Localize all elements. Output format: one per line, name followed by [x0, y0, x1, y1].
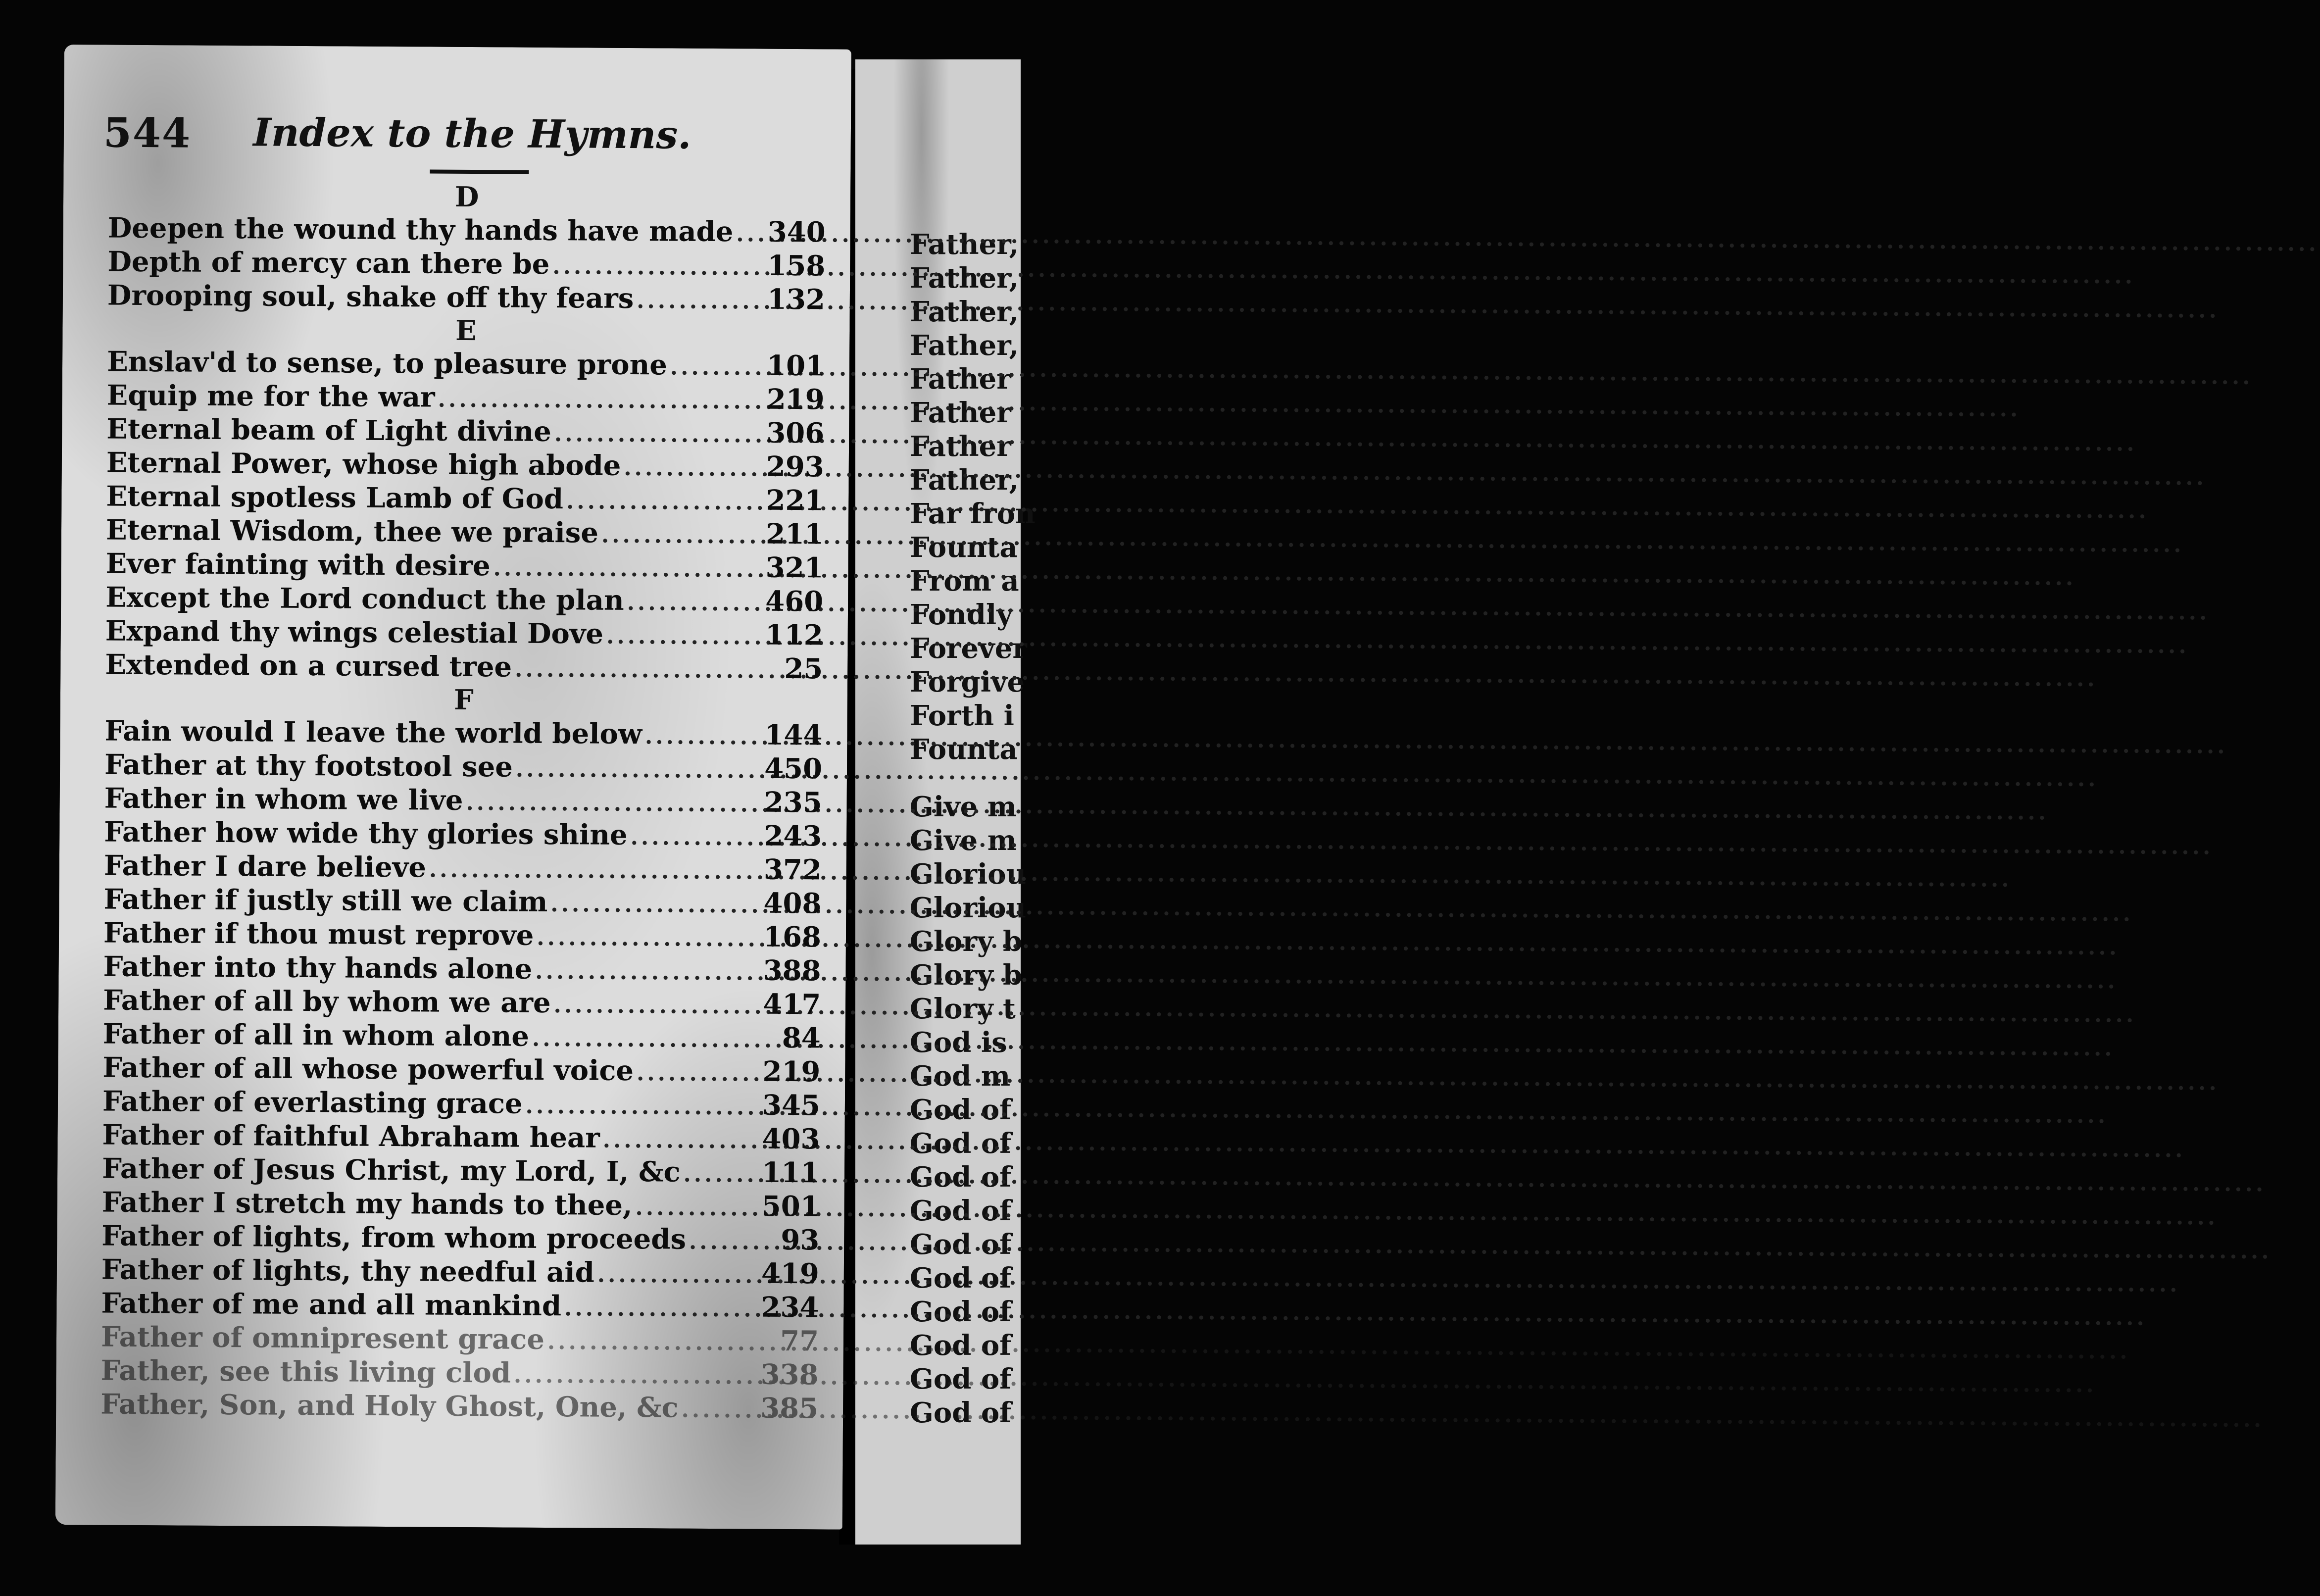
index-entry: Depth of mercy can there be ..... 158 — [107, 245, 825, 283]
facing-page-line: Glory b — [910, 925, 1023, 958]
index-entry: Eternal Power, whose high abode ..... 293 — [106, 446, 824, 484]
facing-page-line: God of — [910, 1228, 1012, 1261]
index-entry: Enslav'd to sense, to pleasure prone ..... 101 — [107, 345, 825, 383]
facing-page-line: Fondly — [910, 598, 1013, 631]
facing-page-line: God of — [910, 1329, 1012, 1362]
page-title: Index to the Hymns. — [253, 110, 691, 158]
facing-page-line: Forever — [910, 632, 1027, 665]
index-entry: Expand thy wings celestial Dove ..... 112 — [105, 614, 823, 652]
index-entry: Father of lights, thy needful aid ..... 419 — [101, 1253, 819, 1291]
index-entry: Drooping soul, shake off thy fears ..... 132 — [107, 279, 825, 317]
index-entry: Father of everlasting grace ..... 345 — [102, 1085, 820, 1123]
facing-page-line: Father, — [910, 329, 1019, 362]
index-entry: Equip me for the war ..... 219 — [106, 379, 824, 417]
facing-page-line: Father, — [910, 464, 1019, 497]
facing-page-line: From a — [910, 565, 1019, 598]
section-letter-d: D — [454, 180, 479, 214]
facing-page-line: Founta — [910, 733, 1018, 766]
facing-page-line: Father — [910, 397, 1011, 429]
section-letter-f: F — [453, 683, 474, 717]
index-entry: Eternal spotless Lamb of God ..... 221 — [106, 480, 824, 518]
index-entry: Eternal Wisdom, thee we praise ..... 211 — [106, 513, 824, 551]
facing-page-line: Glory t — [910, 993, 1016, 1025]
index-entry: Father in whom we live ..... 235 — [104, 782, 822, 820]
index-entry: Fain would I leave the world below ..... 144 — [104, 714, 822, 752]
index-entry: Extended on a cursed tree ..... 25 — [105, 648, 823, 686]
index-entry: Father into thy hands alone ..... 388 — [103, 950, 821, 988]
facing-page-line: God of — [910, 1094, 1012, 1126]
facing-page-line: Father, — [910, 262, 1019, 295]
index-entry: Father I stretch my hands to thee, ..... 501 — [102, 1186, 820, 1224]
index-entry: Eternal beam of Light divine ..... 306 — [106, 412, 824, 450]
index-entry: Deepen the wound thy hands have made ..... 340 — [108, 211, 826, 249]
facing-page-line: Glory b — [910, 959, 1023, 992]
index-entry: Father of all by whom we are ..... 417 — [103, 984, 821, 1022]
index-entry: Father, see this living clod ..... 338 — [100, 1354, 818, 1392]
facing-page-line: God of — [910, 1396, 1012, 1429]
index-entry: Father of Jesus Christ, my Lord, I, &c ..... 111 — [102, 1152, 820, 1190]
index-entry: Father, Son, and Holy Ghost, One, &c ..... 385 — [100, 1387, 818, 1425]
facing-page-line: God is — [910, 1026, 1007, 1059]
facing-page-line: God m — [910, 1060, 1011, 1093]
index-entry: Father of omnipresent grace ..... 77 — [101, 1320, 819, 1358]
index-entry: Father if justly still we claim ..... 408 — [103, 883, 821, 921]
index-entry: Ever fainting with desire ..... 321 — [105, 547, 823, 585]
index-entry: Father how wide thy glories shine ..... 243 — [104, 815, 822, 853]
index-entry: Father of all in whom alone ..... 84 — [103, 1017, 821, 1055]
index-entry: Father of faithful Abraham hear ..... 403 — [102, 1118, 820, 1156]
index-entry: Father of me and all mankind ..... 234 — [101, 1287, 819, 1325]
facing-page-line: Founta — [910, 531, 1018, 564]
facing-page-line: Father — [910, 430, 1011, 463]
facing-page-line: Forth i — [910, 699, 1014, 732]
index-entries — [100, 179, 826, 1426]
facing-page-line: God of — [910, 1296, 1012, 1328]
facing-page-line: God of — [910, 1127, 1012, 1160]
facing-page-line: God of — [910, 1195, 1012, 1227]
index-entry: Father if thou must reprove ..... 168 — [103, 916, 821, 954]
section-letter-e: E — [455, 314, 477, 348]
facing-page-line: Father, — [910, 228, 1019, 261]
facing-page-line: Far fron — [910, 498, 1036, 530]
title-rule — [430, 170, 529, 174]
facing-page-line: God of — [910, 1262, 1012, 1295]
facing-page-line: Forgive — [910, 666, 1025, 698]
facing-page-line: God of — [910, 1363, 1012, 1396]
page-number: 544 — [103, 109, 192, 157]
index-entry: Except the Lord conduct the plan ..... 460 — [105, 581, 823, 619]
facing-page-line: Give m — [910, 791, 1017, 823]
index-page — [55, 45, 851, 1530]
facing-page-line: God of — [910, 1161, 1012, 1194]
facing-page-line: Give m — [910, 824, 1017, 857]
facing-page-line: Gloriou — [910, 892, 1027, 924]
facing-page-line: Father, — [910, 296, 1019, 328]
index-entry: Father of all whose powerful voice ..... 219 — [102, 1051, 820, 1089]
facing-page-line: Father — [910, 363, 1011, 396]
facing-page-line: Gloriou — [910, 858, 1027, 891]
index-entry: Father at thy footstool see ..... 450 — [104, 748, 822, 786]
index-entry: Father of lights, from whom proceeds ..... 93 — [101, 1219, 819, 1257]
index-entry: Father I dare believe ..... 372 — [104, 849, 822, 887]
